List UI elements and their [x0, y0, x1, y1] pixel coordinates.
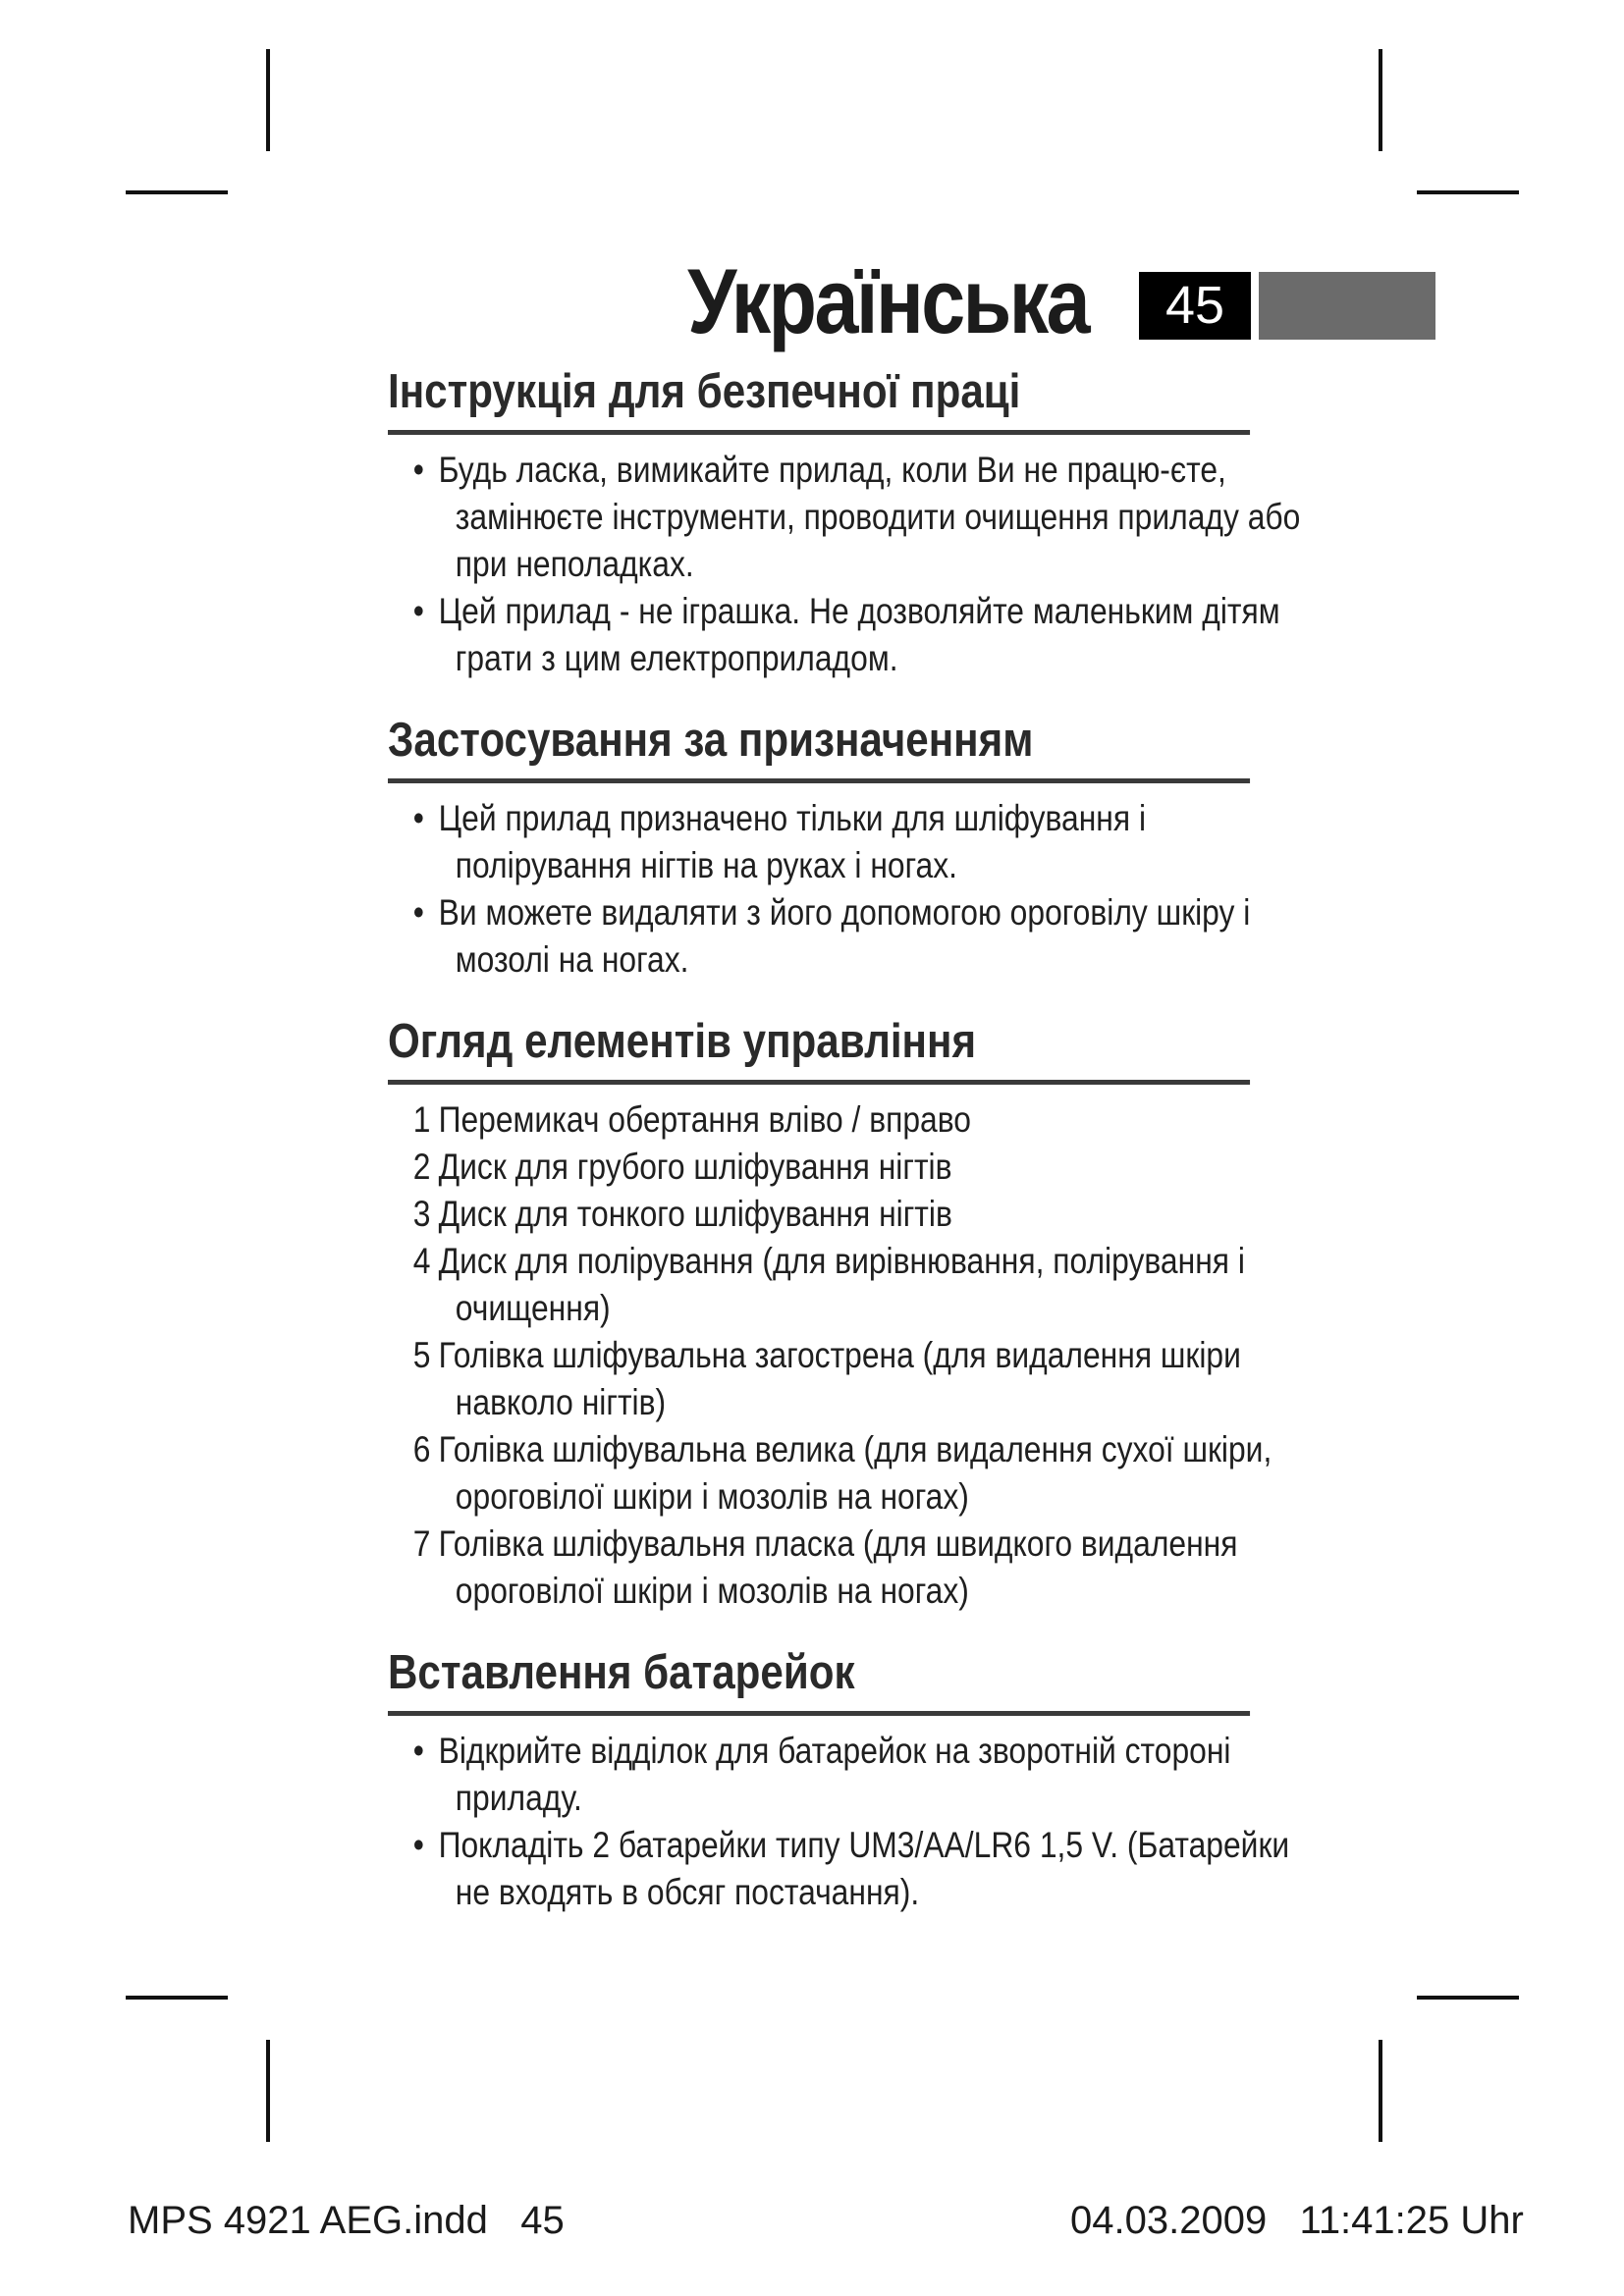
section-heading: Застосування за призначенням — [388, 710, 1250, 783]
list-item — [388, 1144, 1318, 1191]
list-marker: • — [412, 892, 424, 933]
list-item-text: Перемикач обертання вліво / вправо — [438, 1099, 971, 1140]
list-marker: • — [412, 1825, 424, 1865]
list-item — [388, 1191, 1318, 1238]
crop-mark — [126, 190, 228, 194]
numbered-list — [388, 1096, 1272, 1615]
list-marker: 3 — [412, 1194, 431, 1234]
list-item — [388, 447, 1318, 588]
list-item — [388, 1332, 1318, 1426]
list-item-text: Цей прилад - не іграшка. Не дозволяйте маленьким дітям грати з цим електроприладом. — [438, 591, 1280, 678]
list-item-text: Голівка шліфувальня пласка (для швидкого видалення ороговілої шкіри і мозолів на ногах) — [438, 1523, 1238, 1611]
list-marker: 6 — [412, 1429, 431, 1469]
section-heading: Інструкція для безпечної праці — [388, 361, 1250, 435]
crop-mark — [1417, 1996, 1519, 2000]
bullet-list — [388, 1728, 1290, 1916]
document-body — [388, 361, 1301, 1944]
header-bar — [1259, 272, 1435, 340]
list-item — [388, 588, 1318, 682]
list-item-text: Цей прилад призначено тільки для шліфування і полірування нігтів на руках і ногах. — [438, 798, 1147, 885]
list-item — [388, 1521, 1318, 1615]
slug-datetime: 04.03.2009 11:41:25 Uhr — [1070, 2199, 1524, 2242]
page-title: Українська — [687, 249, 1088, 352]
section-controls-overview — [388, 1011, 1272, 1615]
bullet-list — [388, 447, 1301, 682]
list-item-text: Диск для грубого шліфування нігтів — [438, 1147, 952, 1187]
list-item — [388, 889, 1318, 984]
list-marker: 1 — [412, 1099, 431, 1140]
crop-mark — [1417, 190, 1519, 194]
list-item — [388, 1426, 1318, 1521]
list-item-text: Будь ласка, вимикайте прилад, коли Ви не працю-єте, замінюєте інструменти, проводити очищення приладу або при неполадках. — [438, 450, 1301, 584]
crop-mark — [266, 2040, 270, 2142]
print-slug — [0, 2199, 1624, 2258]
page-number-badge: 45 — [1139, 272, 1251, 340]
list-item — [388, 795, 1318, 889]
crop-mark — [126, 1996, 228, 2000]
list-item — [388, 1728, 1318, 1822]
section-safety — [388, 361, 1301, 682]
list-item — [388, 1238, 1318, 1332]
section-heading: Огляд елементів управління — [388, 1011, 1250, 1085]
list-marker: • — [412, 450, 424, 490]
list-item-text: Голівка шліфувальна велика (для видалення сухої шкіри, ороговілої шкіри і мозолів на ногах) — [438, 1429, 1272, 1517]
list-marker: 5 — [412, 1335, 431, 1375]
slug-filename: MPS 4921 AEG.indd 45 — [128, 2199, 565, 2242]
list-item-text: Голівка шліфувальна загострена (для видалення шкіри навколо нігтів) — [438, 1335, 1241, 1422]
list-item — [388, 1096, 1318, 1144]
list-item-text: Відкрийте відділок для батарейок на зворотній стороні приладу. — [438, 1731, 1231, 1818]
list-marker: • — [412, 798, 424, 838]
list-item-text: Диск для полірування (для вирівнювання, полірування і очищення) — [438, 1241, 1245, 1328]
crop-mark — [1379, 49, 1382, 151]
list-marker: 2 — [412, 1147, 431, 1187]
section-intended-use — [388, 710, 1252, 984]
section-heading: Вставлення батарейок — [388, 1642, 1250, 1716]
list-marker: • — [412, 1731, 424, 1771]
crop-mark — [266, 49, 270, 151]
crop-mark — [1379, 2040, 1382, 2142]
list-marker: 7 — [412, 1523, 431, 1564]
list-marker: 4 — [412, 1241, 431, 1281]
list-item-text: Диск для тонкого шліфування нігтів — [438, 1194, 952, 1234]
list-item — [388, 1822, 1318, 1916]
bullet-list — [388, 795, 1252, 984]
list-marker: • — [412, 591, 424, 631]
list-item-text: Ви можете видаляти з його допомогою ороговілу шкіру і мозолі на ногах. — [438, 892, 1251, 980]
section-batteries — [388, 1642, 1290, 1916]
list-item-text: Покладіть 2 батарейки типу UM3/AA/LR6 1,5 V. (Батарейки не входять в обсяг постачання). — [438, 1825, 1290, 1912]
